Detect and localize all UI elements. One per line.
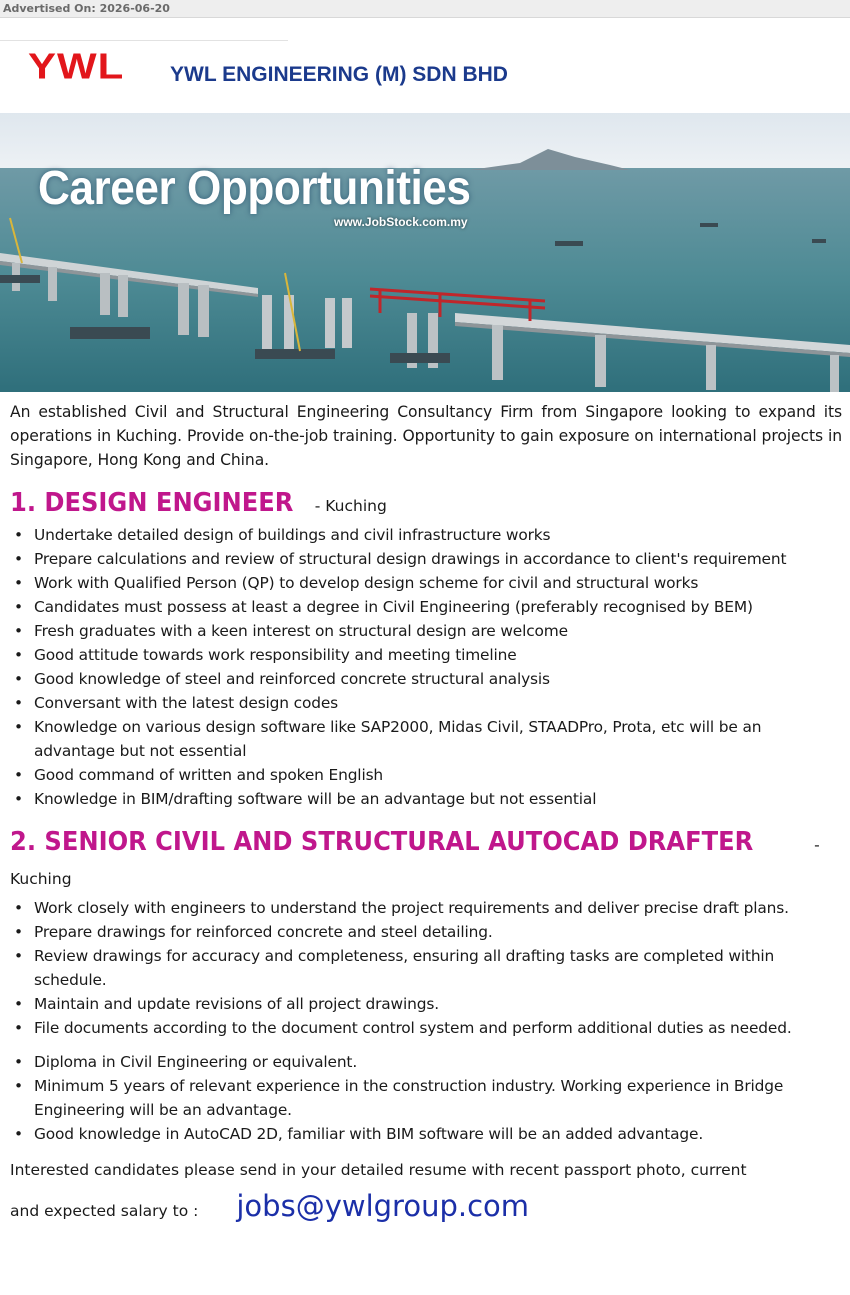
advertised-date: Advertised On: 2026-06-20 xyxy=(3,2,170,15)
intro-paragraph: An established Civil and Structural Engineering Consultancy Firm from Singapore looking to expand its operations in Kuching. Provide on-the-job training. Opportunity to gain exposure on international projects in Singapore, Hong Kong and China. xyxy=(10,403,842,469)
bridge-sea-illustration xyxy=(0,113,850,392)
closing-email-row xyxy=(10,1189,842,1223)
advertised-bar xyxy=(0,0,850,18)
list-item: • Fresh graduates with a keen interest on structural design are welcome xyxy=(10,619,842,643)
closing-line: Interested candidates please send in your detailed resume with recent passport photo, current xyxy=(10,1161,747,1179)
list-item: • Review drawings for accuracy and completeness, ensuring all drafting tasks are completed within schedule. xyxy=(10,944,842,992)
company-name: YWL ENGINEERING (M) SDN BHD xyxy=(170,63,508,86)
banner-title: Career Opportunities xyxy=(38,162,471,215)
list-item: • Knowledge on various design software like SAP2000, Midas Civil, STAADPro, Prota, etc will be an advantage but not essential xyxy=(10,715,842,763)
job-qualifications-list xyxy=(10,1050,842,1146)
banner-image xyxy=(0,113,850,392)
banner-url: www.JobStock.com.my xyxy=(334,215,468,229)
list-item: • Diploma in Civil Engineering or equivalent. xyxy=(10,1050,842,1074)
closing-line: and expected salary to : xyxy=(10,1202,199,1220)
list-item: • Good knowledge of steel and reinforced concrete structural analysis xyxy=(10,667,842,691)
list-item: • Work with Qualified Person (QP) to develop design scheme for civil and structural works xyxy=(10,571,842,595)
list-item: • Minimum 5 years of relevant experience in the construction industry. Working experience in Bridge Engineering will be an advantage. xyxy=(10,1074,842,1122)
contact-email-link[interactable]: jobs@ywlgroup.com xyxy=(236,1189,530,1223)
list-item: • Work closely with engineers to understand the project requirements and deliver precise draft plans. xyxy=(10,896,842,920)
list-item: • Prepare drawings for reinforced concrete and steel detailing. xyxy=(10,920,842,944)
job-location: - Kuching xyxy=(314,497,387,515)
list-item: • Good command of written and spoken English xyxy=(10,763,842,787)
job-heading xyxy=(10,486,842,523)
list-item: • Good attitude towards work responsibility and meeting timeline xyxy=(10,643,842,667)
list-item: • Prepare calculations and review of structural design drawings in accordance to client's requirement xyxy=(10,547,842,571)
job-ad-body xyxy=(10,400,842,1223)
job-title: 1. DESIGN ENGINEER xyxy=(10,488,294,518)
list-item: • Candidates must possess at least a degree in Civil Engineering (preferably recognised by BEM) xyxy=(10,595,842,619)
list-item: • Undertake detailed design of buildings and civil infrastructure works xyxy=(10,523,842,547)
job-heading xyxy=(10,825,842,896)
job-title: 2. SENIOR CIVIL AND STRUCTURAL AUTOCAD DRAFTER xyxy=(10,827,754,857)
application-instructions xyxy=(10,1158,842,1223)
list-item: • Conversant with the latest design codes xyxy=(10,691,842,715)
list-item: • Good knowledge in AutoCAD 2D, familiar with BIM software will be an added advantage. xyxy=(10,1122,842,1146)
job-section-design-engineer xyxy=(10,486,842,811)
job-location: - Kuching xyxy=(10,836,820,888)
job-section-autocad-drafter xyxy=(10,825,842,1146)
header-divider xyxy=(0,40,288,41)
job-duties-list xyxy=(10,896,842,1040)
company-logo: YWL xyxy=(28,46,125,87)
list-item: • File documents according to the document control system and perform additional duties as needed. xyxy=(10,1016,842,1040)
list-item: • Knowledge in BIM/drafting software will be an advantage but not essential xyxy=(10,787,842,811)
job-requirements-list xyxy=(10,523,842,811)
list-spacer xyxy=(10,1040,842,1050)
list-item: • Maintain and update revisions of all project drawings. xyxy=(10,992,842,1016)
